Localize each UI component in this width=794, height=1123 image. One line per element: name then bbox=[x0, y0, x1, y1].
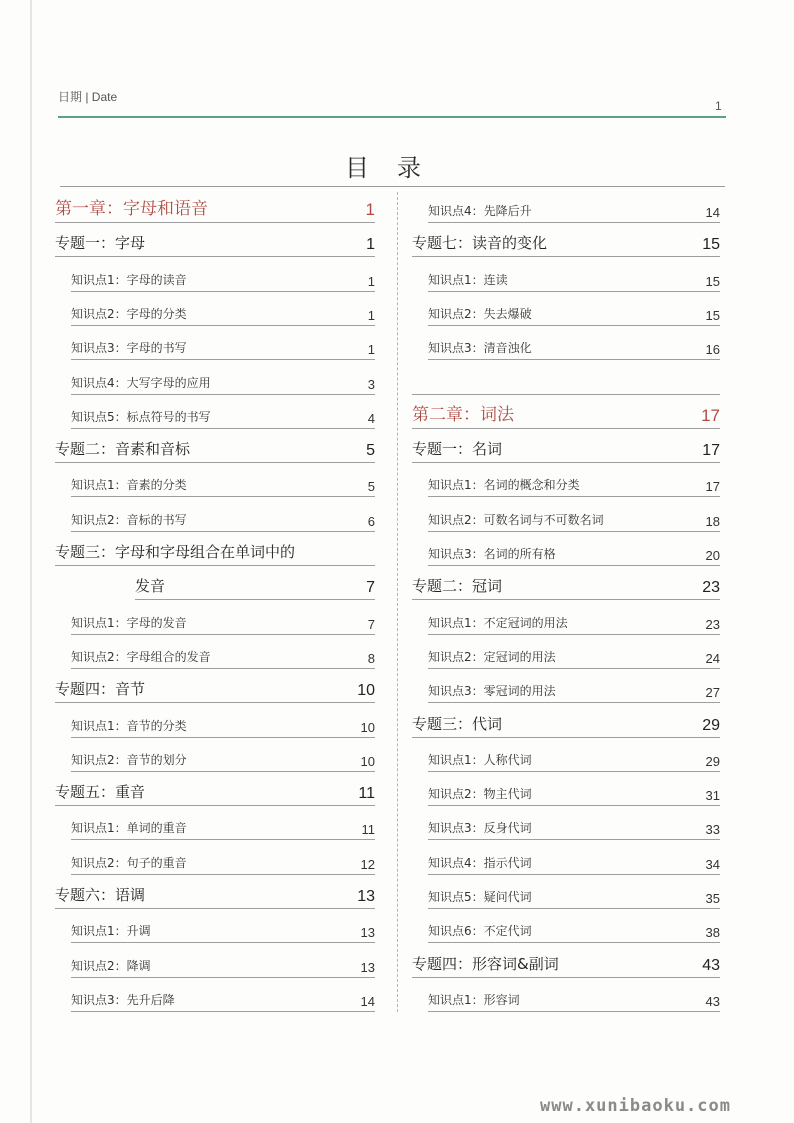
toc-entry-point bbox=[428, 466, 720, 497]
toc-entry-point bbox=[428, 844, 720, 875]
toc-entry-point bbox=[428, 775, 720, 806]
toc-label: 知识点4：指示代词 bbox=[428, 855, 532, 870]
toc-entry-point bbox=[71, 638, 375, 669]
toc-label: 知识点1：形容词 bbox=[428, 992, 520, 1007]
toc-label: 知识点1：连读 bbox=[428, 272, 508, 287]
toc-label: 知识点1：名词的概念和分类 bbox=[428, 478, 580, 493]
toc-page-number: 12 bbox=[360, 856, 375, 872]
toc-page-number: 18 bbox=[705, 513, 720, 529]
toc-label: 知识点2：字母组合的发音 bbox=[71, 649, 211, 664]
toc-label: 知识点3：名词的所有格 bbox=[428, 547, 556, 561]
toc-entry-point bbox=[428, 295, 720, 326]
toc-page-number: 3 bbox=[367, 376, 375, 392]
toc-label: 知识点3：清音浊化 bbox=[428, 341, 532, 356]
page-title: 目录 bbox=[345, 154, 449, 182]
toc-page-number: 43 bbox=[705, 993, 720, 1009]
toc-page-number: 4 bbox=[367, 410, 375, 426]
toc-entry-point bbox=[428, 192, 720, 223]
toc-entry-point bbox=[428, 535, 720, 566]
toc-label: 专题三：代词 bbox=[412, 714, 503, 733]
toc-entry-topic bbox=[412, 432, 720, 463]
toc-entry-point bbox=[71, 295, 375, 326]
toc-page-number: 10 bbox=[360, 753, 375, 769]
page-number: 1 bbox=[715, 99, 722, 113]
toc-page-number: 5 bbox=[366, 442, 375, 460]
toc-label: 专题四：音节 bbox=[55, 680, 146, 699]
toc-entry-topic bbox=[55, 226, 375, 257]
toc-entry-point bbox=[71, 398, 375, 429]
toc-entry-point bbox=[428, 501, 720, 532]
toc-label: 知识点2：字母的分类 bbox=[71, 306, 187, 321]
toc-page-number: 7 bbox=[367, 616, 375, 632]
toc-entry-point bbox=[428, 329, 720, 360]
toc-label: 知识点2：可数名词与不可数名词 bbox=[428, 512, 604, 527]
toc-label: 知识点3：字母的书写 bbox=[71, 341, 187, 356]
toc-page-number: 11 bbox=[361, 822, 375, 838]
toc-label: 专题二：冠词 bbox=[412, 577, 503, 596]
toc-entry-point bbox=[428, 981, 720, 1012]
toc-entry-topic bbox=[55, 775, 375, 806]
toc-label: 专题四：形容词&副词 bbox=[412, 954, 559, 973]
toc-page-number: 17 bbox=[701, 405, 720, 425]
toc-label: 知识点2：音标的书写 bbox=[71, 512, 187, 527]
toc-entry-point bbox=[428, 912, 720, 943]
toc-label: 知识点2：定冠词的用法 bbox=[428, 649, 556, 664]
toc-label: 专题六：语调 bbox=[55, 886, 146, 904]
toc-entry-point bbox=[428, 878, 720, 909]
toc-page-number: 7 bbox=[366, 579, 375, 597]
toc-label: 专题七：读音的变化 bbox=[412, 234, 548, 253]
toc-page-number: 1 bbox=[366, 236, 375, 254]
toc-page-number: 1 bbox=[367, 307, 375, 323]
toc-entry-point bbox=[71, 501, 375, 532]
date-label: 日期 | Date bbox=[58, 90, 118, 104]
toc-entry-chapter bbox=[412, 398, 720, 429]
toc-page-number: 8 bbox=[367, 650, 375, 666]
toc-label: 知识点1：升调 bbox=[71, 924, 151, 939]
toc-entry-topic bbox=[412, 707, 720, 738]
toc-entry-point bbox=[71, 707, 375, 738]
toc-page-number: 15 bbox=[702, 236, 720, 254]
toc-entry-topic bbox=[412, 569, 720, 600]
toc-page-number: 10 bbox=[360, 719, 375, 735]
toc-label: 知识点6：不定代词 bbox=[428, 924, 532, 939]
toc-label: 知识点2：句子的重音 bbox=[71, 855, 187, 870]
watermark: www.xunibaoku.com bbox=[540, 1096, 731, 1116]
toc-page-number: 1 bbox=[367, 342, 375, 358]
toc-entry-point bbox=[71, 604, 375, 635]
toc-label: 专题三：字母和字母组合在单词中的 bbox=[55, 543, 296, 561]
toc-entry-topic bbox=[55, 535, 375, 566]
toc-entry-point bbox=[71, 809, 375, 840]
toc-entry-point bbox=[71, 329, 375, 360]
toc-blank-line bbox=[412, 364, 720, 395]
toc-page-number: 38 bbox=[705, 925, 720, 941]
toc-entry-point bbox=[71, 261, 375, 292]
toc-page-number: 14 bbox=[360, 993, 375, 1009]
toc-page-number: 23 bbox=[702, 579, 720, 597]
toc-entry-point bbox=[71, 364, 375, 395]
toc-page-number: 27 bbox=[705, 685, 720, 701]
toc-page-number: 20 bbox=[705, 548, 720, 563]
toc-label: 发音 bbox=[135, 577, 166, 596]
toc-page-number: 15 bbox=[705, 307, 720, 323]
toc-label: 知识点1：音节的分类 bbox=[71, 718, 187, 733]
toc-page-number: 29 bbox=[702, 716, 720, 734]
toc-label: 专题一：字母 bbox=[55, 234, 146, 253]
toc-page-number: 5 bbox=[367, 479, 375, 495]
toc-label: 知识点3：先升后降 bbox=[71, 992, 175, 1007]
toc-entry-point bbox=[71, 981, 375, 1012]
toc-label: 知识点4：先降后升 bbox=[428, 204, 532, 218]
toc-page-number: 31 bbox=[705, 788, 720, 804]
toc-page-number: 33 bbox=[705, 822, 720, 838]
toc-label: 知识点1：字母的发音 bbox=[71, 615, 187, 630]
toc-label: 知识点1：人称代词 bbox=[428, 752, 532, 767]
toc-entry-point bbox=[71, 912, 375, 943]
toc-label: 知识点2：失去爆破 bbox=[428, 306, 532, 321]
toc-page-number: 16 bbox=[705, 342, 720, 358]
toc-page-number: 17 bbox=[702, 442, 720, 460]
toc-entry-point bbox=[71, 947, 375, 978]
toc-entry-point bbox=[428, 638, 720, 669]
toc-label: 知识点4：大写字母的应用 bbox=[71, 375, 211, 390]
toc-page-number: 23 bbox=[705, 616, 720, 632]
toc-label: 知识点1：字母的读音 bbox=[71, 272, 187, 287]
toc-entry-topic bbox=[412, 226, 720, 257]
toc-page-number: 13 bbox=[357, 888, 375, 905]
toc-page-number: 34 bbox=[705, 856, 720, 872]
toc-page-number: 13 bbox=[360, 925, 375, 941]
toc-entry-topic bbox=[135, 569, 375, 600]
toc-entry-point bbox=[428, 261, 720, 292]
toc-label: 知识点5：疑问代词 bbox=[428, 890, 532, 904]
toc-page-number: 35 bbox=[705, 891, 720, 906]
toc-entry-topic bbox=[55, 432, 375, 463]
toc-label: 第二章：词法 bbox=[412, 404, 514, 425]
column-divider bbox=[397, 192, 398, 1012]
toc-entry-topic bbox=[55, 672, 375, 703]
toc-entry-point bbox=[428, 741, 720, 772]
toc-page-number: 24 bbox=[705, 650, 720, 666]
toc-label: 知识点2：降调 bbox=[71, 958, 151, 973]
toc-label: 知识点1：音素的分类 bbox=[71, 478, 187, 493]
toc-entry-point bbox=[71, 844, 375, 875]
toc-page-number: 14 bbox=[705, 205, 720, 220]
toc-page-number: 1 bbox=[367, 273, 375, 289]
toc-label: 专题一：名词 bbox=[412, 440, 503, 459]
toc-label: 知识点5：标点符号的书写 bbox=[71, 409, 211, 424]
header-rule bbox=[58, 116, 726, 118]
toc-page-number: 43 bbox=[702, 956, 720, 974]
toc-label: 专题五：重音 bbox=[55, 783, 146, 802]
toc-entry-topic bbox=[412, 947, 720, 978]
toc-page-number: 6 bbox=[367, 513, 375, 529]
toc-page-number: 10 bbox=[357, 682, 375, 700]
toc-entry-point bbox=[71, 741, 375, 772]
toc-label: 第一章：字母和语音 bbox=[55, 199, 208, 219]
toc-entry-point bbox=[428, 809, 720, 840]
toc-page-number: 15 bbox=[705, 273, 720, 289]
toc-label: 知识点1：不定冠词的用法 bbox=[428, 615, 568, 630]
toc-entry-point bbox=[428, 604, 720, 635]
toc-entry-point bbox=[428, 672, 720, 703]
toc-entry-topic bbox=[55, 878, 375, 909]
title-rule bbox=[60, 186, 725, 187]
toc-page-number: 1 bbox=[365, 200, 375, 219]
toc-label: 知识点1：单词的重音 bbox=[71, 821, 187, 836]
toc-page-number: 11 bbox=[358, 785, 375, 803]
toc-entry-point bbox=[71, 466, 375, 497]
toc-label: 知识点3：反身代词 bbox=[428, 821, 532, 836]
toc-page-number: 13 bbox=[360, 959, 375, 975]
toc-label: 知识点2：物主代词 bbox=[428, 787, 532, 802]
toc-label: 专题二：音素和音标 bbox=[55, 440, 191, 459]
toc-page-number: 17 bbox=[705, 479, 720, 495]
toc-label: 知识点3：零冠词的用法 bbox=[428, 684, 556, 699]
toc-page-number: 29 bbox=[705, 753, 720, 769]
toc-label: 知识点2：音节的划分 bbox=[71, 752, 187, 767]
toc-entry-chapter bbox=[55, 192, 375, 223]
